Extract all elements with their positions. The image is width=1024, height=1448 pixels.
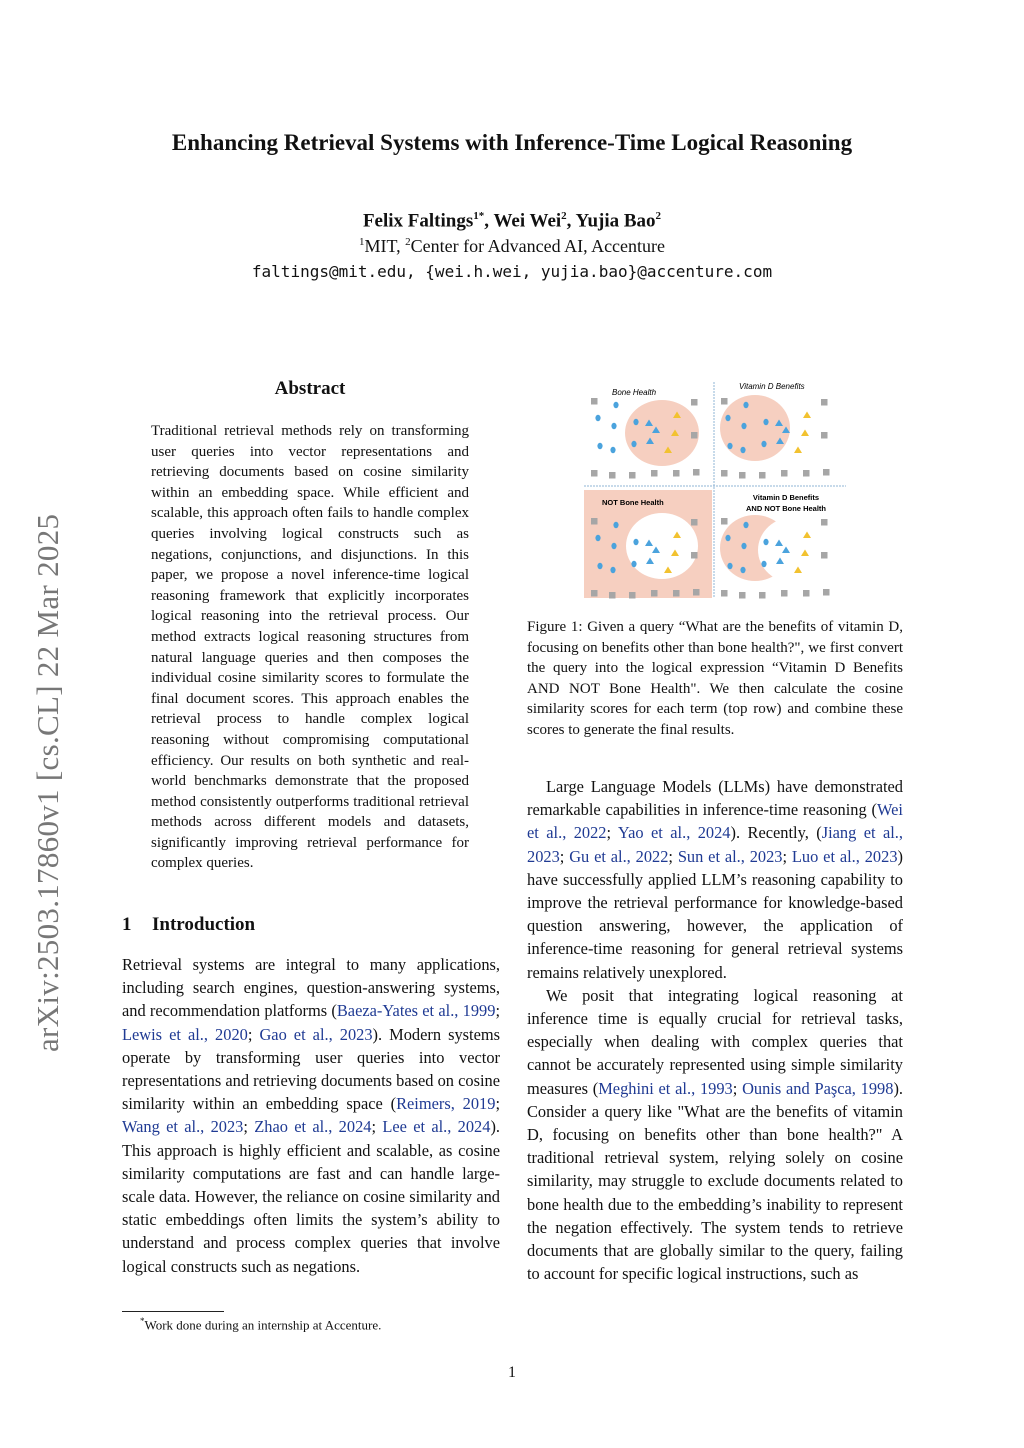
figure-point-square xyxy=(803,470,810,477)
figure-point-circle xyxy=(633,539,638,545)
figure-point-square xyxy=(759,472,766,479)
author-affil-mark: 2 xyxy=(561,210,567,222)
figure-point-circle xyxy=(763,539,768,545)
text-run: ). Consider a query like "What are the benefits of vitamin D, focusing on benefits other than bone health?" A traditional retrieval system, relying solely on cosine similarity, may struggle to exclude documents related to bone health due to the embedding’s inability to represent the negation effectively. The system tends to retrieve documents that are globally similar to the query, failing to account for specific logical instructions, such as xyxy=(527,1078,903,1284)
citation-link[interactable]: Wei et al., 2022 xyxy=(527,800,903,843)
author-affil-mark: 2 xyxy=(655,210,662,222)
citation-link[interactable]: Yao et al., 2024 xyxy=(617,823,731,843)
figure-point-circle xyxy=(597,443,602,449)
figure-point-square xyxy=(821,432,828,439)
figure-point-circle xyxy=(613,402,618,408)
panel-label-combined-1: Vitamin D Benefits xyxy=(752,493,820,502)
figure-point-square xyxy=(609,472,616,479)
figure-point-square xyxy=(823,469,830,476)
excluded-bone-health-circle xyxy=(626,513,698,579)
vitamin-d-region xyxy=(720,395,790,461)
figure-point-square xyxy=(609,592,616,599)
text-run: ; xyxy=(668,846,678,866)
paragraph xyxy=(122,953,500,1278)
figure-point-circle xyxy=(740,567,745,573)
figure-point-circle xyxy=(611,423,616,429)
figure-point-square xyxy=(821,552,828,559)
figure-point-circle xyxy=(740,447,745,453)
section-number: 1 xyxy=(122,914,132,935)
figure-point-triangle xyxy=(803,412,811,419)
figure-point-circle xyxy=(725,415,730,421)
combined-excluded-circle xyxy=(758,517,830,583)
figure-point-square xyxy=(759,592,766,599)
text-run: ; xyxy=(606,823,618,843)
text-run: ; xyxy=(371,1117,383,1137)
citation-link[interactable]: Gao et al., 2023 xyxy=(259,1024,373,1044)
figure-point-circle xyxy=(727,563,732,569)
figure-point-square xyxy=(591,470,598,477)
figure-point-square xyxy=(821,519,828,526)
section-heading xyxy=(122,914,255,936)
abstract-text: Traditional retrieval methods rely on transforming user queries into vector representations and retrieving documents based on cosine similarity within an embedding space. While efficient and scalable, this approach often fails to handle complex queries involving logical constructs such as negations, conjunctions, and disjunctions. In this paper, we propose a novel inference-time logical reasoning framework that explicitly incorporates logical reasoning into the retrieval process. Our method extracts logical reasoning structures from natural language queries and then composes the individual cosine similarity scores to formulate the final document scores. This approach enables the retrieval process to handle complex logical reasoning without compromising computational efficiency. Our results on both synthetic and real-world benchmarks demonstrate that the proposed method consistently outperforms traditional retrieval methods across different models and datasets, significantly improving retrieval performance for complex queries. xyxy=(151,423,469,872)
text-run: ). Modern systems operate by transforming user queries into vector representations and retrieving documents based on cosine similarity within an embedding space ( xyxy=(122,1024,501,1114)
bone-health-region xyxy=(625,400,699,466)
affil-org: MIT, xyxy=(364,236,406,256)
text-run: ). Recently, ( xyxy=(730,823,822,843)
affiliations xyxy=(0,236,1024,257)
panel-label-vitamin-d: Vitamin D Benefits xyxy=(739,382,805,391)
citation-link[interactable]: Zhao et al., 2024 xyxy=(254,1117,372,1137)
text-run: ; xyxy=(782,846,792,866)
text-run: ; xyxy=(247,1024,260,1044)
figure-point-square xyxy=(693,589,700,596)
citation-link[interactable]: Reimers, 2019 xyxy=(396,1094,496,1114)
citation-link[interactable]: Lee et al., 2024 xyxy=(382,1117,491,1137)
author-name: Felix Faltings xyxy=(362,210,474,232)
text-run: ). This approach is highly efficient and scalable, as cosine similarity computations are fast and can handle large-scale data. However, the reliance on cosine similarity and static embeddings often limits the system’s ability to understand and process complex queries that involve logical constructs such as negations. xyxy=(122,1117,500,1276)
figure-point-circle xyxy=(631,441,636,447)
figure-point-circle xyxy=(613,522,618,528)
figure-point-circle xyxy=(741,423,746,429)
figure-point-circle xyxy=(743,522,748,528)
text-run: ; xyxy=(732,1078,743,1098)
figure-point-circle xyxy=(761,441,766,447)
panel-label-bone-health: Bone Health xyxy=(612,388,657,397)
citation-link[interactable]: Lewis et al., 2020 xyxy=(122,1024,248,1044)
arxiv-stamp: arXiv:2503.17860v1 [cs.CL] 22 Mar 2025 xyxy=(30,513,65,1052)
citation-link[interactable]: Ounis and Paşca, 1998 xyxy=(742,1078,894,1098)
citation-link[interactable]: Baeza-Yates et al., 1999 xyxy=(336,1001,496,1021)
figure-point-square xyxy=(721,470,728,477)
footnote-rule xyxy=(122,1311,224,1312)
panel-label-not-bone-health: NOT Bone Health xyxy=(602,498,664,507)
figure-point-square xyxy=(651,590,658,597)
paragraph xyxy=(527,984,903,1286)
author-list: Felix Faltings$^{1*}$, Wei Wei$^2$, Yujia Bao$^2$ xyxy=(362,210,662,232)
figure-point-circle xyxy=(741,543,746,549)
figure-point-circle xyxy=(727,443,732,449)
figure-point-square xyxy=(673,470,680,477)
figure-point-circle xyxy=(595,535,600,541)
citation-link[interactable]: Luo et al., 2023 xyxy=(791,846,898,866)
figure-point-square xyxy=(721,518,728,525)
figure-point-square xyxy=(673,590,680,597)
figure-point-square xyxy=(629,592,636,599)
figure-point-square xyxy=(693,469,700,476)
figure-point-square xyxy=(691,552,698,559)
figure-point-circle xyxy=(610,567,615,573)
figure-point-square xyxy=(691,432,698,439)
figure-point-circle xyxy=(725,535,730,541)
figure-point-square xyxy=(591,590,598,597)
text-run: ; xyxy=(495,1094,500,1114)
figure-point-circle xyxy=(763,419,768,425)
intro-left-column xyxy=(122,953,500,1278)
text-run: ; xyxy=(495,1001,500,1021)
figure-point-circle xyxy=(631,561,636,567)
figure-point-circle xyxy=(595,415,600,421)
figure-point-square xyxy=(739,472,746,479)
text-run: We posit that integrating logical reasoning at inference time is equally crucial for retrieval tasks, especially when dealing with complex queries that cannot be accurately represented using simple similarity measures ( xyxy=(527,985,903,1098)
citation-link[interactable]: Jiang et al., 2023 xyxy=(527,823,904,866)
author-name: Yujia Bao xyxy=(575,210,656,232)
figure-1 xyxy=(582,378,847,603)
figure-point-square xyxy=(591,398,598,405)
figure-point-square xyxy=(691,519,698,526)
citation-link[interactable]: Meghini et al., 1993 xyxy=(598,1078,733,1098)
citation-link[interactable]: Wang et al., 2023 xyxy=(122,1117,244,1137)
figure-point-triangle xyxy=(801,430,809,437)
figure-point-square xyxy=(691,399,698,406)
figure-point-circle xyxy=(761,561,766,567)
figure-point-square xyxy=(651,470,658,477)
text-run: Retrieval systems are integral to many applications, including search engines, question-answering systems, and recommendation platforms ( xyxy=(122,955,500,1021)
paper-title: Enhancing Retrieval Systems with Inference-Time Logical Reasoning xyxy=(171,130,853,155)
page-number: 1 xyxy=(508,1364,516,1381)
figure-caption: Figure 1: Given a query “What are the benefits of vitamin D, focusing on benefits other than bone health?", we first convert the query into the logical expression “Vitamin D Benefits AND NOT Bone Health". We then calculate the cosine similarity scores for each term (top row) and combine these scores to generate the final results. xyxy=(527,619,903,738)
author-name: Wei Wei xyxy=(493,210,562,232)
affil-mark: 1 xyxy=(358,236,365,248)
figure-point-square xyxy=(823,589,830,596)
figure-point-square xyxy=(803,590,810,597)
intro-right-column xyxy=(527,775,903,1285)
footnote-mark: * xyxy=(140,1316,145,1326)
citation-link[interactable]: Sun et al., 2023 xyxy=(677,846,783,866)
panel-label-combined-2: AND NOT Bone Health xyxy=(745,504,827,513)
footnote xyxy=(140,1316,381,1333)
figure-point-circle xyxy=(633,419,638,425)
text-run: ; xyxy=(243,1117,255,1137)
abstract-heading: Abstract xyxy=(274,378,346,399)
affil-org: Center for Advanced AI, Accenture xyxy=(410,236,666,256)
section-title: Introduction xyxy=(152,914,256,935)
figure-point-square xyxy=(721,398,728,405)
text-run: ; xyxy=(559,846,570,866)
paragraph xyxy=(527,775,903,984)
figure-point-triangle xyxy=(794,447,802,454)
citation-link[interactable]: Gu et al., 2022 xyxy=(569,846,669,866)
affil-mark: 2 xyxy=(405,236,411,248)
figure-point-square xyxy=(721,590,728,597)
figure-point-square xyxy=(821,399,828,406)
figure-point-square xyxy=(781,590,788,597)
text-run: Large Language Models (LLMs) have demonstrated remarkable capabilities in inference-time reasoning ( xyxy=(527,777,903,820)
figure-point-square xyxy=(591,518,598,525)
author-emails: faltings@mit.edu, {wei.h.wei, yujia.bao}@accenture.com xyxy=(251,262,773,281)
footnote-text: Work done during an internship at Accenture. xyxy=(144,1317,382,1333)
text-run: ) have successfully applied LLM’s reasoning capability to improve the retrieval performance for knowledge-based question answering, however, the application of inference-time reasoning for general retrieval systems remains relatively unexplored. xyxy=(527,846,903,982)
figure-point-circle xyxy=(610,447,615,453)
figure-point-square xyxy=(781,470,788,477)
figure-point-square xyxy=(629,472,636,479)
figure-point-circle xyxy=(611,543,616,549)
figure-point-circle xyxy=(743,402,748,408)
author-affil-mark: 1* xyxy=(473,210,485,222)
figure-point-square xyxy=(739,592,746,599)
figure-point-circle xyxy=(597,563,602,569)
